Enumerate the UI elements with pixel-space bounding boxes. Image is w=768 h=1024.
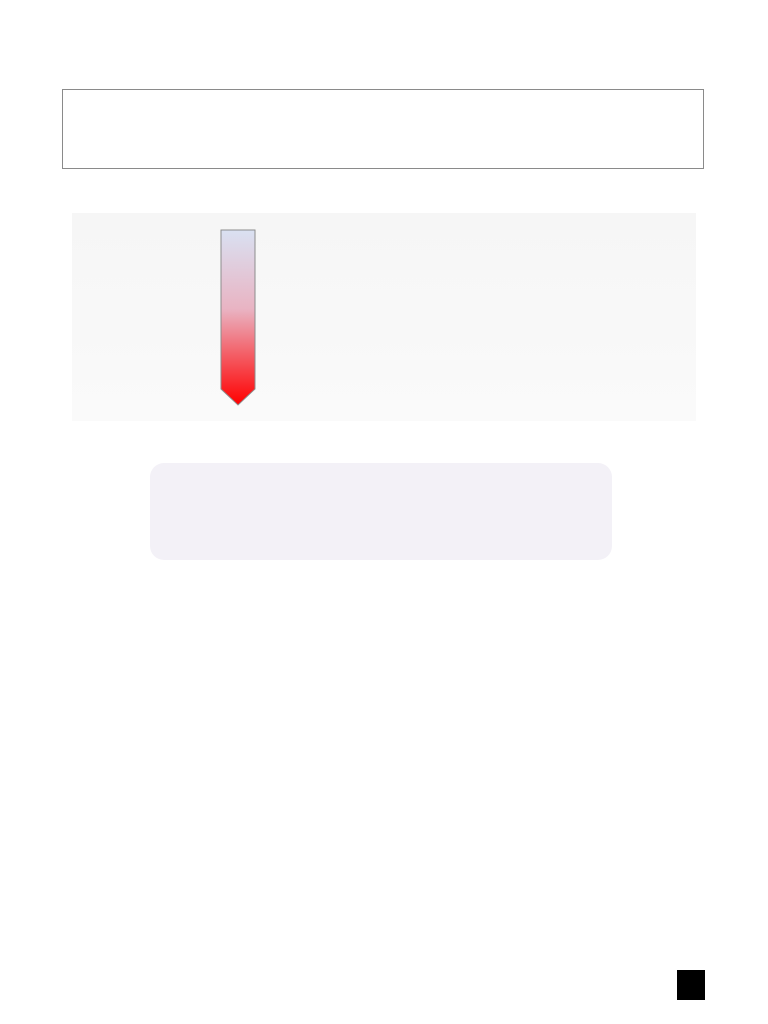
page-number: [677, 970, 705, 1000]
gravity-diagram: [72, 213, 696, 421]
title-box: [62, 89, 704, 169]
watermark: [150, 463, 612, 560]
down-arrow-icon: [219, 229, 257, 407]
